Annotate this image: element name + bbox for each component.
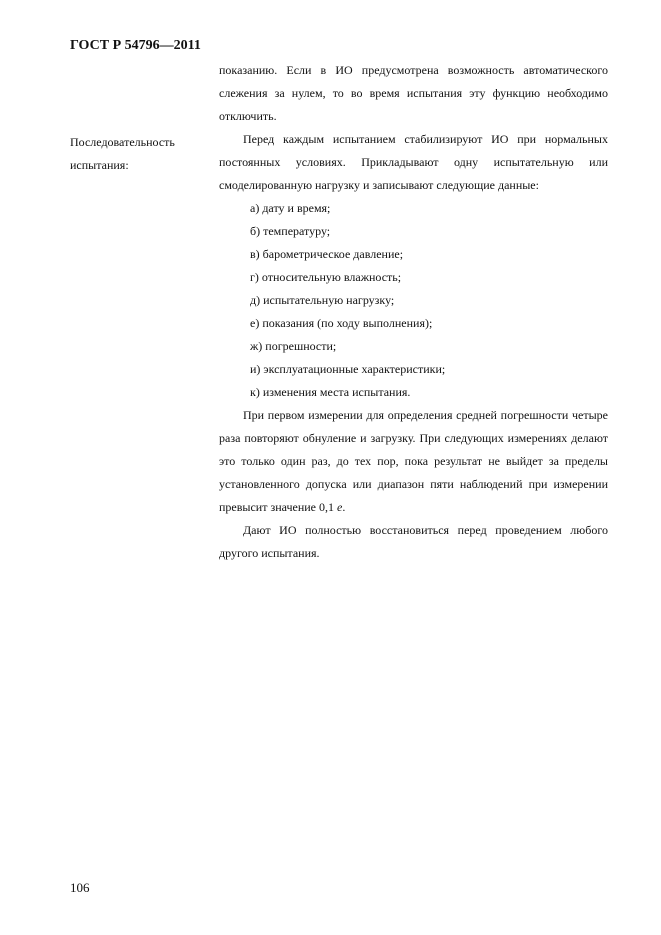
list-item: д) испытательную нагрузку;: [250, 293, 395, 307]
list-item: е) показания (по ходу выполнения);: [250, 316, 433, 330]
measurement-end: .: [342, 500, 346, 514]
document-header: ГОСТ Р 54796—2011: [70, 38, 201, 53]
measurement-text: При первом измерении для определения средней погрешности четыре раза повторяют обнуление и загрузку. При следующих измерениях делают это только один раз, до тех пор, пока результат не выйдет за пределы установленного допуска или диапазон пяти наблюдений при измерении превысит значение 0,1: [219, 408, 608, 514]
intro-paragraph: Перед каждым испытанием стабилизируют ИО при нормальных постоянных условиях. Прикладывают одну испытательную или смоделированную нагрузку и записывают следующие данные:: [219, 132, 608, 192]
section-label: Последовательность испытания:: [70, 135, 175, 172]
list-item: к) изменения места испытания.: [250, 385, 411, 399]
list-item: а) дату и время;: [250, 201, 331, 215]
body-column: [219, 59, 608, 565]
list-item: в) барометрическое давление;: [250, 247, 404, 261]
list-item: ж) погрешности;: [250, 339, 337, 353]
list-item: б) температуру;: [250, 224, 331, 238]
measurement-paragraph: [219, 404, 608, 519]
measurement-symbol: е: [337, 500, 343, 514]
recovery-paragraph: Дают ИО полностью восстановиться перед проведением любого другого испытания.: [219, 523, 608, 560]
page-number: 106: [70, 880, 90, 895]
list-item: г) относительную влажность;: [250, 270, 402, 284]
continuation-paragraph: показанию. Если в ИО предусмотрена возможность автоматического слежения за нулем, то во время испытания эту функцию необходимо отключить.: [219, 63, 608, 123]
data-list: [219, 197, 608, 404]
list-item: и) эксплуатационные характеристики;: [250, 362, 446, 376]
